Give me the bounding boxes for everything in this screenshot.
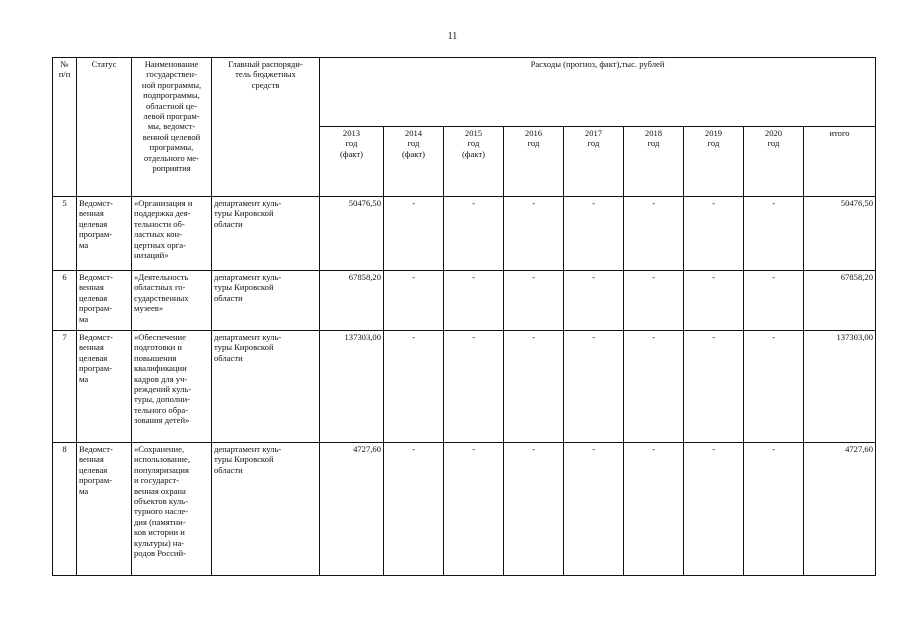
value-2013: 50476,50 <box>320 197 384 271</box>
value-2015: - <box>444 271 504 331</box>
value-2020: - <box>744 197 804 271</box>
year-2020: 2020 год <box>744 127 804 197</box>
row-num: 8 <box>53 443 77 576</box>
year-2018: 2018 год <box>624 127 684 197</box>
row-name: «Деятельность областных го- сударственных музеев» <box>132 271 212 331</box>
value-total: 4727,60 <box>804 443 876 576</box>
value-2019: - <box>684 331 744 443</box>
value-2013: 4727,60 <box>320 443 384 576</box>
header-expenses: Расходы (прогноз, факт),тыс. рублей <box>320 58 876 127</box>
value-2018: - <box>624 197 684 271</box>
value-2018: - <box>624 271 684 331</box>
value-2014: - <box>384 443 444 576</box>
year-total: итого <box>804 127 876 197</box>
table-row <box>53 197 876 271</box>
header-manager: Главный распоряди- тель бюджетных средств <box>212 58 320 197</box>
value-total: 50476,50 <box>804 197 876 271</box>
year-2016: 2016 год <box>504 127 564 197</box>
row-manager: департамент куль- туры Кировской области <box>212 197 320 271</box>
row-name: «Организация и поддержка дея- тельности об- ластных кон- цертных орга- низаций» <box>132 197 212 271</box>
value-2014: - <box>384 271 444 331</box>
value-2015: - <box>444 443 504 576</box>
row-name: «Сохранение, использование, популяризация и государст- венная охрана объектов куль- турного насле- дия (памятни- ков истории и культуры) на- родов Россий- <box>132 443 212 576</box>
value-2019: - <box>684 197 744 271</box>
header-name: Наименование государствен- ной программы, подпрограммы, областной це- левой програм- мы, ведомст- венной целевой программы, отдельного ме- роприятия <box>132 58 212 197</box>
row-status: Ведомст- венная целевая програм- ма <box>77 331 132 443</box>
row-num: 7 <box>53 331 77 443</box>
row-status: Ведомст- венная целевая програм- ма <box>77 443 132 576</box>
value-total: 137303,00 <box>804 331 876 443</box>
value-2016: - <box>504 331 564 443</box>
table-row <box>53 443 876 576</box>
value-2020: - <box>744 443 804 576</box>
value-2013: 67858,20 <box>320 271 384 331</box>
value-2017: - <box>564 271 624 331</box>
value-2016: - <box>504 443 564 576</box>
value-2016: - <box>504 271 564 331</box>
value-2016: - <box>504 197 564 271</box>
year-2013: 2013 год (факт) <box>320 127 384 197</box>
value-2017: - <box>564 197 624 271</box>
value-2019: - <box>684 443 744 576</box>
year-2019: 2019 год <box>684 127 744 197</box>
table-row <box>53 331 876 443</box>
header-status: Статус <box>77 58 132 197</box>
row-manager: департамент куль- туры Кировской области <box>212 331 320 443</box>
year-2017: 2017 год <box>564 127 624 197</box>
value-2013: 137303,00 <box>320 331 384 443</box>
year-2014: 2014 год (факт) <box>384 127 444 197</box>
value-2017: - <box>564 331 624 443</box>
value-2019: - <box>684 271 744 331</box>
row-status: Ведомст- венная целевая програм- ма <box>77 197 132 271</box>
row-num: 5 <box>53 197 77 271</box>
row-manager: департамент куль- туры Кировской области <box>212 271 320 331</box>
table-row <box>53 271 876 331</box>
value-2017: - <box>564 443 624 576</box>
value-2020: - <box>744 271 804 331</box>
header-num: № п/п <box>53 58 77 197</box>
value-total: 67858,20 <box>804 271 876 331</box>
budget-table <box>52 57 876 576</box>
row-num: 6 <box>53 271 77 331</box>
row-status: Ведомст- венная целевая програм- ма <box>77 271 132 331</box>
row-name: «Обеспечение подготовки и повышения квалификации кадров для уч- реждений куль- туры, дополни- тельного обра- зования детей» <box>132 331 212 443</box>
value-2015: - <box>444 331 504 443</box>
header-row <box>53 58 876 127</box>
value-2020: - <box>744 331 804 443</box>
value-2018: - <box>624 443 684 576</box>
value-2015: - <box>444 197 504 271</box>
value-2014: - <box>384 197 444 271</box>
page-number: 11 <box>447 31 458 42</box>
year-2015: 2015 год (факт) <box>444 127 504 197</box>
row-manager: департамент куль- туры Кировской области <box>212 443 320 576</box>
value-2014: - <box>384 331 444 443</box>
value-2018: - <box>624 331 684 443</box>
